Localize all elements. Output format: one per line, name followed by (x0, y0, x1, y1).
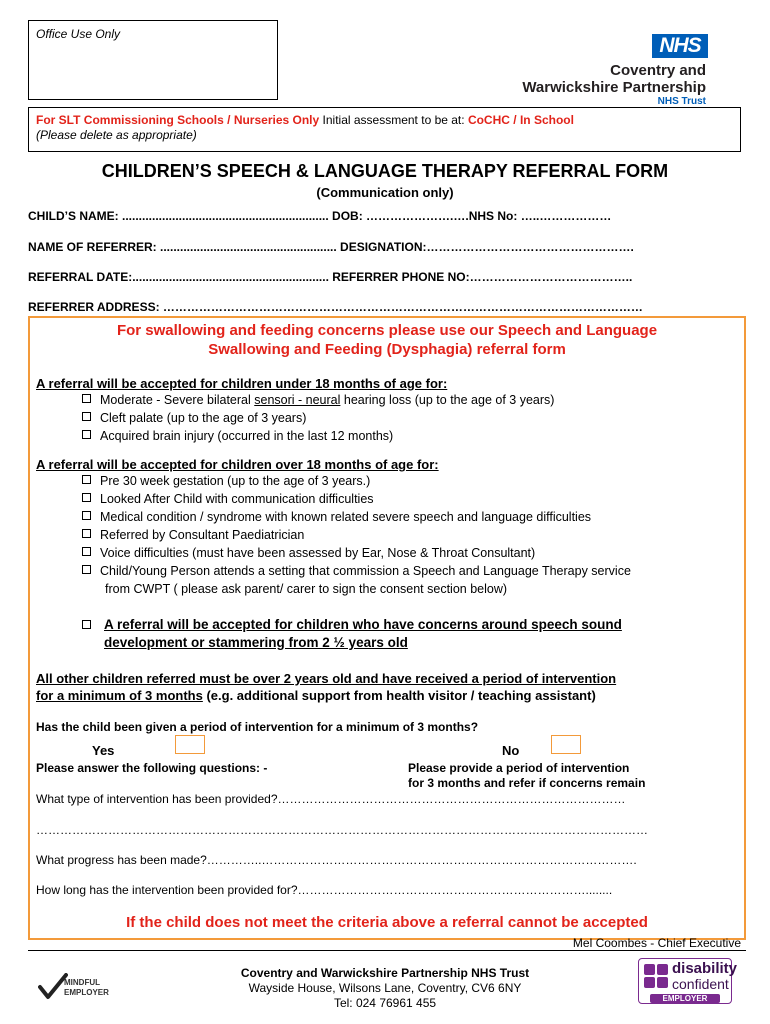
no-instruction-line1: Please provide a period of intervention (408, 761, 630, 775)
list-item (82, 472, 370, 490)
chief-executive: Mel Coombes - Chief Executive (572, 936, 741, 950)
checkbox[interactable] (82, 511, 91, 520)
dysphagia-note-line2: Swallowing and Feeding (Dysphagia) referral form (208, 341, 566, 358)
other-children-min-period: for a minimum of 3 months (36, 688, 203, 703)
item-text: Voice difficulties (must have been assessed by Ear, Nose & Throat Consultant) (100, 546, 536, 560)
list-item (82, 562, 631, 580)
other-children-line1: All other children referred must be over 2 years old and have received a period of intervention (36, 671, 617, 686)
disability-word: disability (672, 960, 738, 977)
form-subtitle: (Communication only) (316, 185, 454, 200)
slt-in-school: In School (519, 113, 574, 127)
checkbox[interactable] (82, 547, 91, 556)
duration-field[interactable]: How long has the intervention been provided for?………………………………………………………………........ (36, 883, 613, 897)
referrer-name-designation-field[interactable]: NAME OF REFERRER: ..................................................... DESIGNATION:……………………………………………. (28, 240, 634, 254)
checkbox[interactable] (82, 412, 91, 421)
office-use-box (28, 20, 278, 100)
item-text: Looked After Child with communication difficulties (100, 492, 374, 506)
speech-sound-checkbox-row (82, 617, 100, 635)
disability-confident-icon (657, 977, 668, 988)
item-text: Moderate - Severe bilateral (100, 393, 255, 407)
intervention-question: Has the child been given a period of intervention for a minimum of 3 months? (36, 720, 479, 734)
referral-date-phone-field[interactable]: REFERRAL DATE:........................................................... REFERRER PHONE NO:………………………………….. (28, 270, 633, 284)
no-checkbox[interactable] (551, 735, 581, 754)
list-item (82, 526, 304, 544)
disability-confident-icon (644, 964, 655, 975)
footer-address: Wayside House, Wilsons Lane, Coventry, CV6 6NY (248, 981, 522, 995)
slt-separator: / (509, 113, 520, 127)
trust-name-line2: Warwickshire Partnership (522, 79, 706, 96)
checkbox[interactable] (82, 430, 91, 439)
child-name-dob-nhs-field[interactable]: CHILD’S NAME: .............................................................. DOB: ………………….….NHS No: …..……………… (28, 209, 612, 223)
other-children-line2 (36, 688, 596, 703)
slt-cochc: CoCHC (467, 113, 510, 127)
item-text: Referred by Consultant Paediatrician (100, 528, 305, 542)
trust-name-line1: Coventry and (610, 62, 706, 79)
footer-org-name: Coventry and Warwickshire Partnership NHS Trust (240, 966, 530, 980)
employer-word: EMPLOYER (64, 988, 109, 997)
item-text: Child/Young Person attends a setting that commission a Speech and Language Therapy service (100, 564, 631, 578)
disability-confident-icon (657, 964, 668, 975)
speech-sound-line2: development or stammering from 2 ½ years old (104, 635, 408, 650)
nhs-logo-badge: NHS (652, 34, 708, 58)
mindful-word: MINDFUL (64, 978, 100, 987)
intervention-type-field-cont[interactable]: ……………………………………………………………………………………………………………………………………… (36, 823, 648, 837)
checkbox[interactable] (82, 620, 91, 629)
disability-confident-icon (644, 977, 655, 988)
trust-name-line3: NHS Trust (657, 96, 706, 107)
no-label: No (502, 743, 520, 758)
dysphagia-note-line1: For swallowing and feeding concerns please use our Speech and Language (116, 322, 658, 339)
item-text: Acquired brain injury (occurred in the last 12 months) (100, 429, 394, 443)
list-item (82, 391, 554, 409)
list-item (82, 409, 306, 427)
footer-phone: Tel: 024 76961 455 (333, 996, 437, 1010)
mindful-employer-label (64, 978, 109, 998)
other-children-example: (e.g. additional support from health visitor / teaching assistant) (202, 688, 596, 703)
confident-word: confident (672, 976, 729, 992)
slt-delete-note: (Please delete as appropriate) (36, 128, 197, 142)
checkbox[interactable] (82, 565, 91, 574)
item-text: Pre 30 week gestation (up to the age of 3 years.) (100, 474, 371, 488)
item-text: Medical condition / syndrome with known related severe speech and language difficulties (100, 510, 592, 524)
checkbox[interactable] (82, 529, 91, 538)
checkbox[interactable] (82, 475, 91, 484)
checkbox[interactable] (82, 394, 91, 403)
list-item (82, 508, 591, 526)
criteria-warning: If the child does not meet the criteria above a referral cannot be accepted (126, 914, 648, 931)
slt-schools: For SLT Commissioning Schools (36, 113, 224, 127)
yes-checkbox[interactable] (175, 735, 205, 754)
intervention-type-field[interactable]: What type of intervention has been provided?…………………………………………………………………………… (36, 792, 626, 806)
yes-instruction: Please answer the following questions: - (36, 761, 268, 775)
form-title: CHILDREN’S SPEECH & LANGUAGE THERAPY REFERRAL FORM (101, 161, 669, 181)
list-item-continuation: from CWPT ( please ask parent/ carer to sign the consent section below) (105, 582, 508, 596)
item-text: Cleft palate (up to the age of 3 years) (100, 411, 307, 425)
item-text-underlined: sensori - neural (254, 393, 341, 407)
no-instruction-line2: for 3 months and refer if concerns remain (408, 776, 646, 790)
list-item (82, 544, 535, 562)
slt-initial-assessment: Initial assessment to be at: (319, 113, 468, 127)
slt-line (36, 113, 733, 127)
office-use-label: Office Use Only (36, 27, 121, 41)
checkbox[interactable] (82, 493, 91, 502)
referrer-address-field[interactable]: REFERRER ADDRESS: ………………………………………………………………………………………………………… (28, 300, 643, 314)
item-text: hearing loss (up to the age of 3 years) (340, 393, 555, 407)
slt-commissioning-box (28, 107, 741, 152)
footer-divider (28, 950, 746, 951)
dc-employer-word: EMPLOYER (650, 994, 720, 1003)
slt-separator: / (223, 113, 234, 127)
yes-label: Yes (92, 743, 115, 758)
progress-field[interactable]: What progress has been made?…………..…………………………………………………………………………………. (36, 853, 637, 867)
list-item (82, 427, 393, 445)
list-item (82, 490, 374, 508)
slt-nurseries: Nurseries Only (233, 113, 320, 127)
over-18-months-heading: A referral will be accepted for children over 18 months of age for: (36, 457, 439, 472)
under-18-months-heading: A referral will be accepted for children under 18 months of age for: (36, 376, 448, 391)
speech-sound-line1: A referral will be accepted for children who have concerns around speech sound (104, 617, 622, 632)
